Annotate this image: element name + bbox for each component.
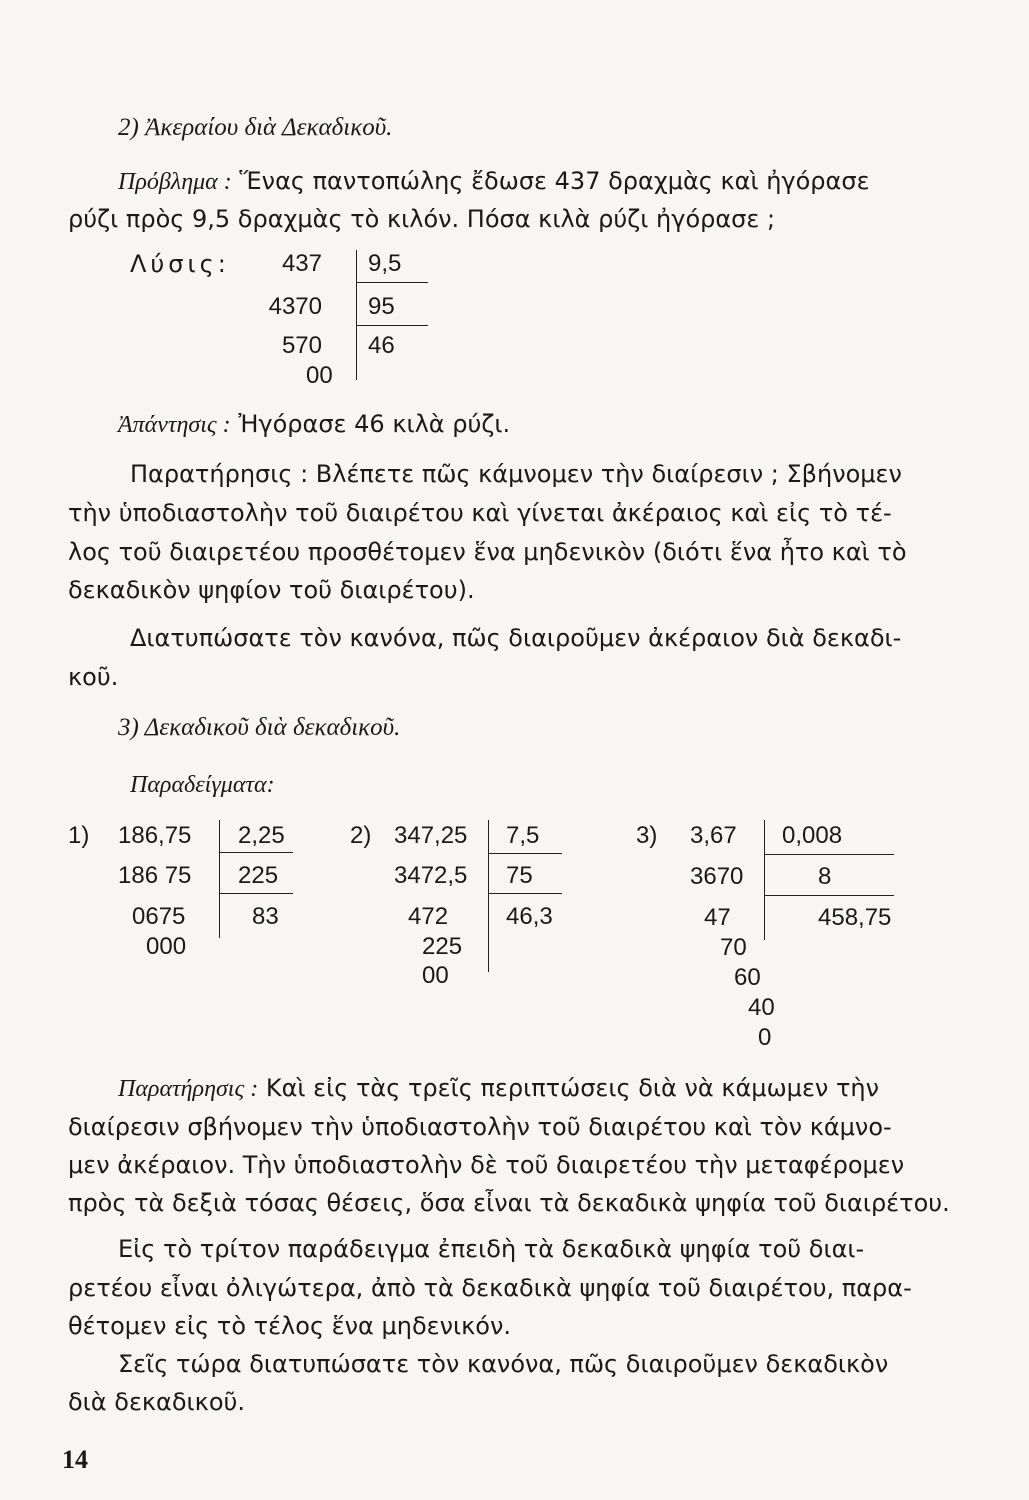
- note-line-4: δεκαδικὸν ψηφίον τοῦ διαιρέτου).: [68, 576, 475, 604]
- s3-note-line-1: [118, 1072, 879, 1105]
- s3-note-text-1: Καὶ εἰς τὰς τρεῖς περιπτώσεις διὰ νὰ κάμωμεν τὴν: [265, 1074, 880, 1102]
- example-2-final: 00: [422, 962, 449, 989]
- solution-label: Λύσις:: [130, 250, 230, 278]
- example-1-final: 000: [146, 933, 187, 960]
- division-divisor: 9,5: [368, 250, 402, 277]
- example-2-quotient: 46,3: [506, 903, 553, 930]
- example-2-step1: 472: [408, 903, 449, 930]
- example-1-divisor-integer: 225: [238, 862, 279, 889]
- division-dividend-shifted: 4370: [268, 293, 322, 320]
- problem-line-2: ρύζι πρὸς 9,5 δραχμὰς τὸ κιλόν. Πόσα κιλὰ ρύζι ἠγόρασε ;: [68, 205, 776, 233]
- problem-line-1: [118, 165, 870, 198]
- example-1-dividend: 186,75: [118, 822, 192, 849]
- s3-note-line-2: διαίρεσιν σβήνομεν τὴν ὑποδιαστολὴν τοῦ διαιρέτου καὶ τὸν κάμνο-: [68, 1113, 892, 1141]
- answer-label: Ἀπάντησις :: [118, 412, 231, 438]
- answer-text: Ἠγόρασε 46 κιλὰ ρύζι.: [238, 410, 511, 438]
- example-1-vertical-bar: [219, 820, 220, 938]
- division-vertical-bar: [356, 250, 357, 380]
- example-3-quotient-line: [764, 895, 894, 896]
- s3-note-line-7: θέτομεν εἰς τὸ τέλος ἕνα μηδενικόν.: [68, 1312, 512, 1340]
- problem-text-1: Ἕνας παντοπώλης ἔδωσε 437 δραχμὰς καὶ ἠγόρασε: [239, 167, 870, 195]
- example-3-vertical-bar: [764, 820, 765, 940]
- example-2-divisor: 7,5: [506, 822, 540, 849]
- example-3-step4: 40: [748, 994, 775, 1021]
- division-divisor-line: [356, 282, 428, 283]
- example-2-dividend-shifted: 3472,5: [394, 862, 468, 889]
- s3-note-line-8: Σεῖς τώρα διατυπώσατε τὸν κανόνα, πῶς διαιροῦμεν δεκαδικὸν: [118, 1350, 889, 1378]
- division-remainder-step: 570: [281, 332, 322, 359]
- example-3-step3: 60: [734, 964, 761, 991]
- s3-note-label: Παρατήρησις :: [118, 1076, 259, 1102]
- example-1-quotient: 83: [252, 903, 279, 930]
- note-line-2: τὴν ὑποδιαστολὴν τοῦ διαιρέτου καὶ γίνεται ἀκέραιος καὶ εἰς τὸ τέ-: [68, 499, 892, 527]
- example-2-quotient-line: [488, 893, 562, 894]
- example-3-final: 0: [758, 1024, 772, 1051]
- example-3-divisor-line: [764, 854, 894, 855]
- example-1-dividend-shifted: 186 75: [118, 862, 192, 889]
- division-dividend: 437: [281, 250, 322, 277]
- rule-line-1: Διατυπώσατε τὸν κανόνα, πῶς διαιροῦμεν ἀκέραιον διὰ δεκαδι-: [130, 624, 902, 652]
- note-line-3: λος τοῦ διαιρετέου προσθέτομεν ἕνα μηδενικὸν (διότι ἕνα ἦτο καὶ τὸ: [68, 538, 907, 566]
- example-3-dividend-shifted: 3670: [690, 863, 744, 890]
- section-3-title: 3) Δεκαδικοῦ διὰ δεκαδικοῦ.: [118, 714, 401, 741]
- note-line-1: Παρατήρησις : Βλέπετε πῶς κάμνομεν τὴν διαίρεσιν ; Σβήνομεν: [130, 460, 902, 488]
- page-number: 14: [62, 1445, 88, 1474]
- s3-note-line-6: ρετέου εἶναι ὀλιγώτερα, ἀπὸ τὰ δεκαδικὰ ψηφία τοῦ διαιρέτου, παρα-: [68, 1274, 912, 1302]
- rule-line-2: κοῦ.: [68, 663, 119, 691]
- example-2-vertical-bar: [488, 820, 489, 972]
- example-2-step2: 225: [422, 933, 463, 960]
- example-2-divisor-line: [488, 853, 562, 854]
- example-1-quotient-line: [219, 893, 293, 894]
- example-1-label: 1): [68, 822, 90, 849]
- s3-note-line-3: μεν ἀκέραιον. Τὴν ὑποδιαστολὴν δὲ τοῦ διαιρετέου τὴν μεταφέρομεν: [68, 1151, 905, 1179]
- example-3-divisor: 0,008: [782, 822, 843, 849]
- example-2-dividend: 347,25: [394, 822, 468, 849]
- example-3-step1: 47: [704, 904, 731, 931]
- section-2-title: 2) Ἀκεραίου διὰ Δεκαδικοῦ.: [118, 114, 393, 141]
- example-1-divisor: 2,25: [238, 822, 285, 849]
- example-3-step2: 70: [720, 934, 747, 961]
- s3-note-line-4: πρὸς τὰ δεξιὰ τόσας θέσεις, ὅσα εἶναι τὰ δεκαδικὰ ψηφία τοῦ διαιρέτου.: [68, 1189, 950, 1217]
- s3-note-line-5: Εἰς τὸ τρίτον παράδειγμα ἐπειδὴ τὰ δεκαδικὰ ψηφία τοῦ διαι-: [118, 1235, 865, 1263]
- example-3-quotient: 458,75: [818, 904, 892, 931]
- division-quotient: 46: [368, 332, 395, 359]
- problem-label: Πρόβλημα :: [118, 169, 232, 195]
- examples-label: Παραδείγματα:: [130, 772, 275, 798]
- division-quotient-line: [356, 325, 428, 326]
- example-2-label: 2): [350, 822, 372, 849]
- example-3-label: 3): [636, 822, 658, 849]
- example-1-divisor-line: [219, 852, 293, 853]
- example-1-step1: 0675: [132, 903, 186, 930]
- s3-note-line-9: διὰ δεκαδικοῦ.: [68, 1388, 246, 1416]
- example-3-dividend: 3,67: [690, 822, 737, 849]
- example-3-divisor-integer: 8: [818, 863, 832, 890]
- division-final-remainder: 00: [306, 362, 333, 389]
- answer-line: [118, 408, 510, 441]
- division-divisor-integer: 95: [368, 293, 395, 320]
- example-2-divisor-integer: 75: [506, 862, 533, 889]
